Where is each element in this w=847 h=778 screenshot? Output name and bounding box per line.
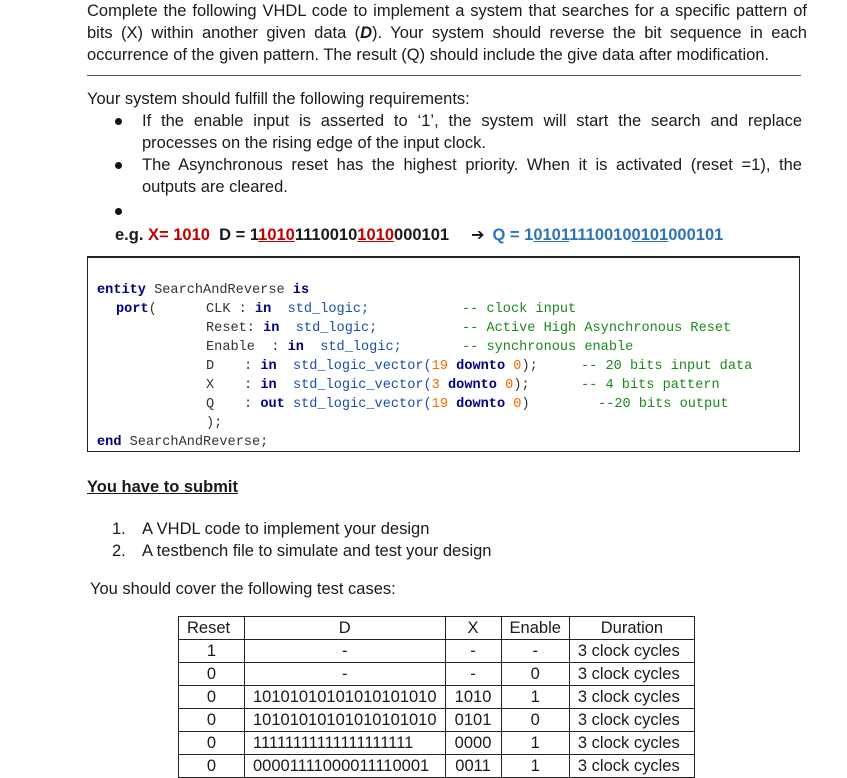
arrow-right-icon: ➔ [471,227,485,244]
requirements-list [112,110,802,222]
requirement-text: The Asynchronous reset has the highest priority. When it is activated (reset =1), the outputs are cleared. [142,156,802,196]
code-port-close: ); [206,416,223,431]
table-cell: 3 clock cycles [569,686,694,709]
table-cell: 3 clock cycles [569,663,694,686]
example-q-part: 000101 [668,226,724,244]
example-q-label: Q = [492,226,525,244]
submit-item: 2. A testbench file to simulate and test your design [112,542,492,560]
table-cell: 10101010101010101010 [245,686,446,709]
requirement-item [112,154,802,198]
table-cell: 0101 [445,709,501,732]
table-cell: 0011 [445,755,501,778]
table-row [179,640,695,663]
table-header-cell: X [445,617,501,640]
code-x-name: X [206,378,215,393]
code-entity-line: entity SearchAndReverse is [97,283,310,298]
code-x-line: : in std_logic_vector(3 downto 0); [244,378,530,393]
table-row [179,709,695,732]
table-cell: 0 [501,663,569,686]
code-enable-comment: -- synchronous enable [462,340,634,355]
table-header-row [179,617,695,640]
code-reset-comment: -- Active High Asynchronous Reset [462,321,732,336]
table-cell: 1 [501,732,569,755]
example-d-match: 1010 [357,226,395,244]
table-cell: 0 [179,755,245,778]
code-enable-line: Enable : in std_logic; [206,340,402,355]
example-line [115,224,723,247]
table-header-cell: D [245,617,446,640]
submit-heading: You have to submit [87,478,238,496]
example-q-match: 0101 [533,226,570,244]
requirements-heading: Your system should fulfill the following requirements: [87,90,470,108]
example-d-part: 1 [249,226,259,244]
table-cell: 3 clock cycles [569,755,694,778]
table-header-cell: Duration [569,617,694,640]
divider-line [87,75,801,76]
table-header-cell: Enable [501,617,569,640]
code-clk-line: CLK : in std_logic; [206,302,370,317]
example-prefix: e.g. [115,226,144,244]
requirement-item-empty [112,200,802,222]
code-q-line: : out std_logic_vector(19 downto 0) [244,397,530,412]
table-cell: - [445,640,501,663]
requirement-text: If the enable input is asserted to ‘1’, the system will start the search and replace processes on the rising edge of the input clock. [142,112,802,152]
table-cell: 0 [179,732,245,755]
example-x: X= 1010 [148,226,210,244]
table-row [179,663,695,686]
table-cell: - [245,640,446,663]
table-cell: 3 clock cycles [569,709,694,732]
table-cell: 1 [501,686,569,709]
example-d-label: D = [219,226,250,244]
code-d-comment: -- 20 bits input data [581,359,753,374]
table-cell: - [501,640,569,663]
example-d-part: 000101 [394,226,450,244]
example-q-match: 0101 [631,226,669,244]
intro-text-2: ). Your system should reverse the bit sequence in each occurrence of the given pattern. The result (Q) should include the give data after modification. [87,24,807,64]
bullet-dot-icon [115,162,122,169]
table-cell: 00001111000011110001 [245,755,446,778]
code-end-line: end SearchAndReverse; [97,435,269,450]
bullet-dot-icon [115,208,122,215]
example-q-part: 1 [524,226,534,244]
table-cell: 11111111111111111111 [245,732,446,755]
code-d-name: D [206,359,215,374]
vhdl-code-block [87,256,800,452]
table-cell: 1 [179,640,245,663]
table-header-cell: Reset [179,617,245,640]
table-cell: - [445,663,501,686]
table-cell: 1010 [445,686,501,709]
bullet-dot-icon [115,118,122,125]
table-cell: 0 [501,709,569,732]
table-cell: 3 clock cycles [569,640,694,663]
code-q-comment: --20 bits output [598,397,729,412]
code-reset-line: Reset: in std_logic; [206,321,378,336]
intro-text-1: Complete the following VHDL code to implement a system that searches for a specific pattern of bits (X) within another given data ( [87,2,807,42]
intro-d-symbol: D [360,24,373,42]
code-clk-comment: -- clock input [462,302,577,317]
table-cell: 0 [179,663,245,686]
table-cell: - [245,663,446,686]
table-row [179,755,695,778]
code-port-keyword: port( [116,302,157,317]
example-d-part: 1110010 [294,226,358,244]
table-cell: 10101010101010101010 [245,709,446,732]
example-d-match: 1010 [258,226,295,244]
table-cell: 0 [179,709,245,732]
submit-item: 1. A VHDL code to implement your design [112,520,430,538]
submit-list [112,518,491,562]
test-cases-table [178,616,695,778]
table-cell: 3 clock cycles [569,732,694,755]
example-q-part: 1110010 [569,226,632,244]
intro-paragraph [87,0,807,66]
table-row [179,732,695,755]
code-q-name: Q [206,397,215,412]
table-cell: 1 [501,755,569,778]
code-d-line: : in std_logic_vector(19 downto 0); [244,359,538,374]
table-cell: 0 [179,686,245,709]
table-cell: 0000 [445,732,501,755]
table-row [179,686,695,709]
code-x-comment: -- 4 bits pattern [581,378,720,393]
requirement-item [112,110,802,154]
test-cases-heading: You should cover the following test cases: [90,580,396,598]
